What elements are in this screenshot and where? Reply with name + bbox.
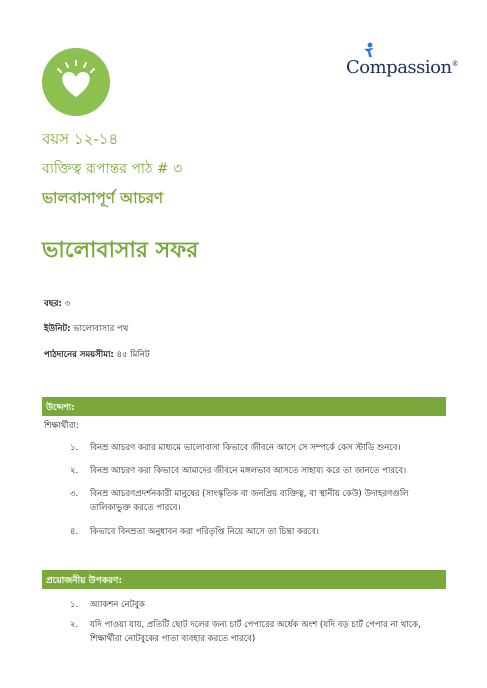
objectives-intro: শিক্ষার্থীরা:: [44, 421, 79, 431]
page-title: ভালোবাসার সফর: [42, 238, 199, 263]
lesson-topic: ভালবাসাপূর্ণ আচরণ: [42, 189, 164, 207]
lesson-number: ব্যক্তিত্ব রূপান্তর পাঠ # ৩: [42, 161, 183, 177]
age-range: বয়স ১২-১৪: [42, 130, 119, 148]
materials-heading: প্রয়োজনীয় উপকরণ:: [46, 576, 123, 586]
meta-year: বছর: ৩: [44, 299, 71, 309]
compassion-logo: [346, 42, 459, 82]
brand-name: Compassion®: [346, 57, 459, 78]
materials-header-bar: [42, 570, 446, 589]
meta-unit: ইউনিট: ভালোবাসার পথ: [44, 324, 129, 334]
objectives-heading: উদ্দেশ্য:: [46, 403, 75, 413]
meta-duration: পাঠদানের সময়সীমা: ৪৫ মিনিট: [44, 350, 150, 360]
heart-badge-logo: [42, 48, 110, 116]
person-figure-icon: [362, 42, 376, 58]
objectives-header-bar: [42, 397, 446, 416]
